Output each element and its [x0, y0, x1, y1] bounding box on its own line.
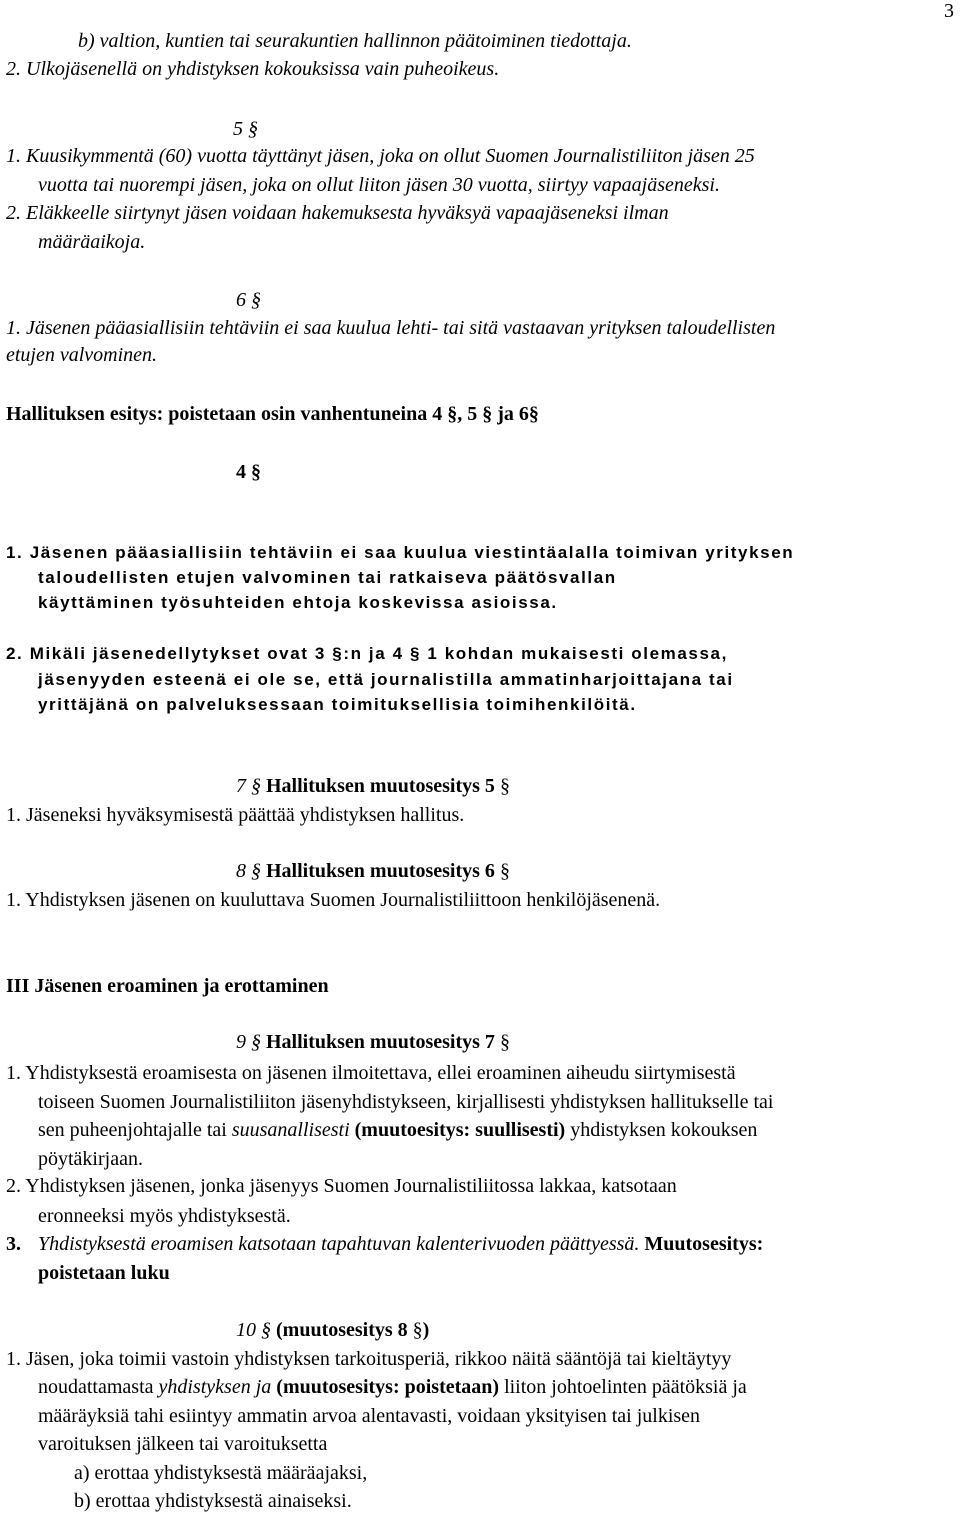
line-text: 1 kohdan mukaisesti olemassa,: [421, 644, 728, 663]
section-number: 9: [236, 1031, 251, 1053]
section-sign-icon: §: [412, 1319, 423, 1341]
section-sign-icon: §: [528, 403, 539, 425]
section-heading-6: [236, 288, 261, 312]
section-sign-icon: §: [499, 1031, 510, 1053]
line-text: sen puheenjohtajalle tai: [38, 1119, 232, 1141]
heading-text: Hallituksen esitys: poistetaan osin vanhentuneina 4: [6, 403, 448, 425]
text-line: 2. Yhdistyksen jäsenen, jonka jäsenyys Suomen Journalistiliitossa lakkaa, katsotaan: [6, 1175, 677, 1197]
section-sign-icon: §: [261, 1319, 271, 1341]
text-line: poistetaan luku: [38, 1262, 170, 1284]
heading-text: (muutosesitys 8: [271, 1319, 413, 1341]
section-heading-10: [236, 1318, 429, 1342]
chapter-heading: III Jäsenen eroaminen ja erottaminen: [6, 975, 329, 997]
text-line: 1. Jäsenen pääasiallisiin tehtäviin ei saa kuulua viestintäalalla toimivan yrityksen: [6, 543, 795, 562]
text-line: varoituksen jälkeen tai varoituksetta: [38, 1433, 328, 1455]
line-text: Yhdistyksestä eroamisen katsotaan tapahtuvan kalenterivuoden päättyessä.: [38, 1233, 640, 1255]
section-sign-icon: §: [251, 461, 261, 483]
section-sign-icon: §: [251, 860, 261, 882]
item-number: 3.: [6, 1233, 21, 1255]
text-line: vuotta tai nuorempi jäsen, joka on ollut liiton jäsen 30 vuotta, siirtyy vapaajäseneksi.: [38, 174, 720, 196]
section-sign-icon: §: [332, 644, 344, 663]
list-item: a) erottaa yhdistyksestä määräajaksi,: [74, 1462, 368, 1484]
section-number: 4: [236, 461, 246, 483]
text-line: käyttäminen työsuhteiden ehtoja koskevissa asioissa.: [38, 593, 558, 612]
section-sign-icon: §: [482, 403, 493, 425]
text-line: 2. Ulkojäsenellä on yhdistyksen kokouksissa vain puheoikeus.: [6, 58, 500, 80]
text-line: jäsenyyden esteenä ei ole se, että journalistilla ammatinharjoittajana tai: [38, 670, 734, 689]
text-line: etujen valvominen.: [6, 344, 158, 366]
page-number: 3: [944, 0, 954, 22]
section-sign-icon: §: [251, 1031, 261, 1053]
section-sign-icon: §: [499, 860, 510, 882]
text-line: [38, 1375, 747, 1399]
section-heading-7: [236, 774, 510, 798]
list-item: b) erottaa yhdistyksestä ainaiseksi.: [74, 1490, 352, 1512]
text-line: 1. Jäsen, joka toimii vastoin yhdistyksen tarkoitusperiä, rikkoo näitä sääntöjä tai kieltäytyy: [6, 1348, 732, 1370]
section-number: 7: [236, 775, 251, 797]
struck-word: suusanallisesti: [231, 1119, 350, 1141]
section-number: 5: [233, 118, 243, 140]
line-text: liiton johtoelinten päätöksiä ja: [499, 1376, 747, 1398]
section-heading-4: [236, 460, 261, 484]
section-sign-icon: §: [251, 775, 261, 797]
text-line: 1. Jäseneksi hyväksymisestä päättää yhdistyksen hallitus.: [6, 804, 465, 826]
section-sign-icon: §: [409, 644, 422, 663]
proposal-heading: [6, 402, 539, 426]
section-sign-icon: §: [251, 289, 261, 311]
proposal-note: Muutosesitys:: [639, 1233, 764, 1255]
section-number: 8: [236, 860, 251, 882]
section-heading-5: [233, 117, 258, 141]
text-line: 1. Yhdistyksestä eroamisesta on jäsenen ilmoitettava, ellei eroaminen aiheudu siirtymisestä: [6, 1062, 736, 1084]
text-line: määräyksiä tahi esiintyy ammatin arvoa alentavasti, voidaan yksityisen tai julkisen: [38, 1405, 701, 1427]
line-text: 2. Mikäli jäsenedellytykset ovat 3: [6, 644, 333, 663]
section-sign-icon: §: [447, 403, 458, 425]
text-line: [38, 1118, 757, 1142]
text-line: b) valtion, kuntien tai seurakuntien hallinnon päätoiminen tiedottaja.: [78, 30, 632, 52]
line-text: :n ja 4: [343, 644, 410, 663]
section-sign-icon: §: [248, 118, 258, 140]
heading-text: ja 6: [492, 403, 529, 425]
text-line: pöytäkirjaan.: [38, 1148, 143, 1170]
section-sign-icon: §: [499, 775, 510, 797]
proposal-note: (muutosesitys: poistetaan): [271, 1376, 500, 1398]
line-text: noudattamasta: [38, 1376, 159, 1398]
text-line: 2. Eläkkeelle siirtynyt jäsen voidaan hakemuksesta hyväksyä vapaajäseneksi ilman: [6, 202, 669, 224]
struck-word: yhdistyksen ja: [158, 1376, 272, 1398]
section-number: 10: [236, 1319, 261, 1341]
text-line: [6, 1232, 763, 1256]
section-heading-8: [236, 859, 510, 883]
heading-text: Hallituksen muutosesitys 6: [261, 860, 500, 882]
proposal-note: (muutoesitys: suullisesti): [349, 1119, 566, 1141]
text-line: 1. Jäsenen pääasiallisiin tehtäviin ei saa kuulua lehti- tai sitä vastaavan yrityksen taloudellisten: [6, 317, 776, 339]
text-line: taloudellisten etujen valvominen tai ratkaiseva päätösvallan: [38, 568, 617, 587]
heading-text: Hallituksen muutosesitys 5: [261, 775, 500, 797]
heading-text: , 5: [457, 403, 483, 425]
heading-text: ): [422, 1319, 430, 1341]
section-heading-9: [236, 1030, 510, 1054]
line-text: yhdistyksen kokouksen: [565, 1119, 758, 1141]
text-line: 1. Yhdistyksen jäsenen on kuuluttava Suomen Journalistiliittoon henkilöjäsenenä.: [6, 889, 661, 911]
text-line: määräaikoja.: [38, 231, 146, 253]
section-number: 6: [236, 289, 246, 311]
text-line: yrittäjänä on palveluksessaan toimituksellisia toimihenkilöitä.: [38, 695, 637, 714]
text-line: eronneeksi myös yhdistyksestä.: [38, 1205, 291, 1227]
text-line: toiseen Suomen Journalistiliiton jäsenyhdistykseen, kirjallisesti yhdistyksen hallitukselle tai: [38, 1091, 774, 1113]
heading-text: Hallituksen muutosesitys 7: [261, 1031, 500, 1053]
text-line: 1. Kuusikymmentä (60) vuotta täyttänyt jäsen, joka on ollut Suomen Journalistiliiton jäsen 25: [6, 145, 755, 167]
text-line: [6, 642, 728, 666]
